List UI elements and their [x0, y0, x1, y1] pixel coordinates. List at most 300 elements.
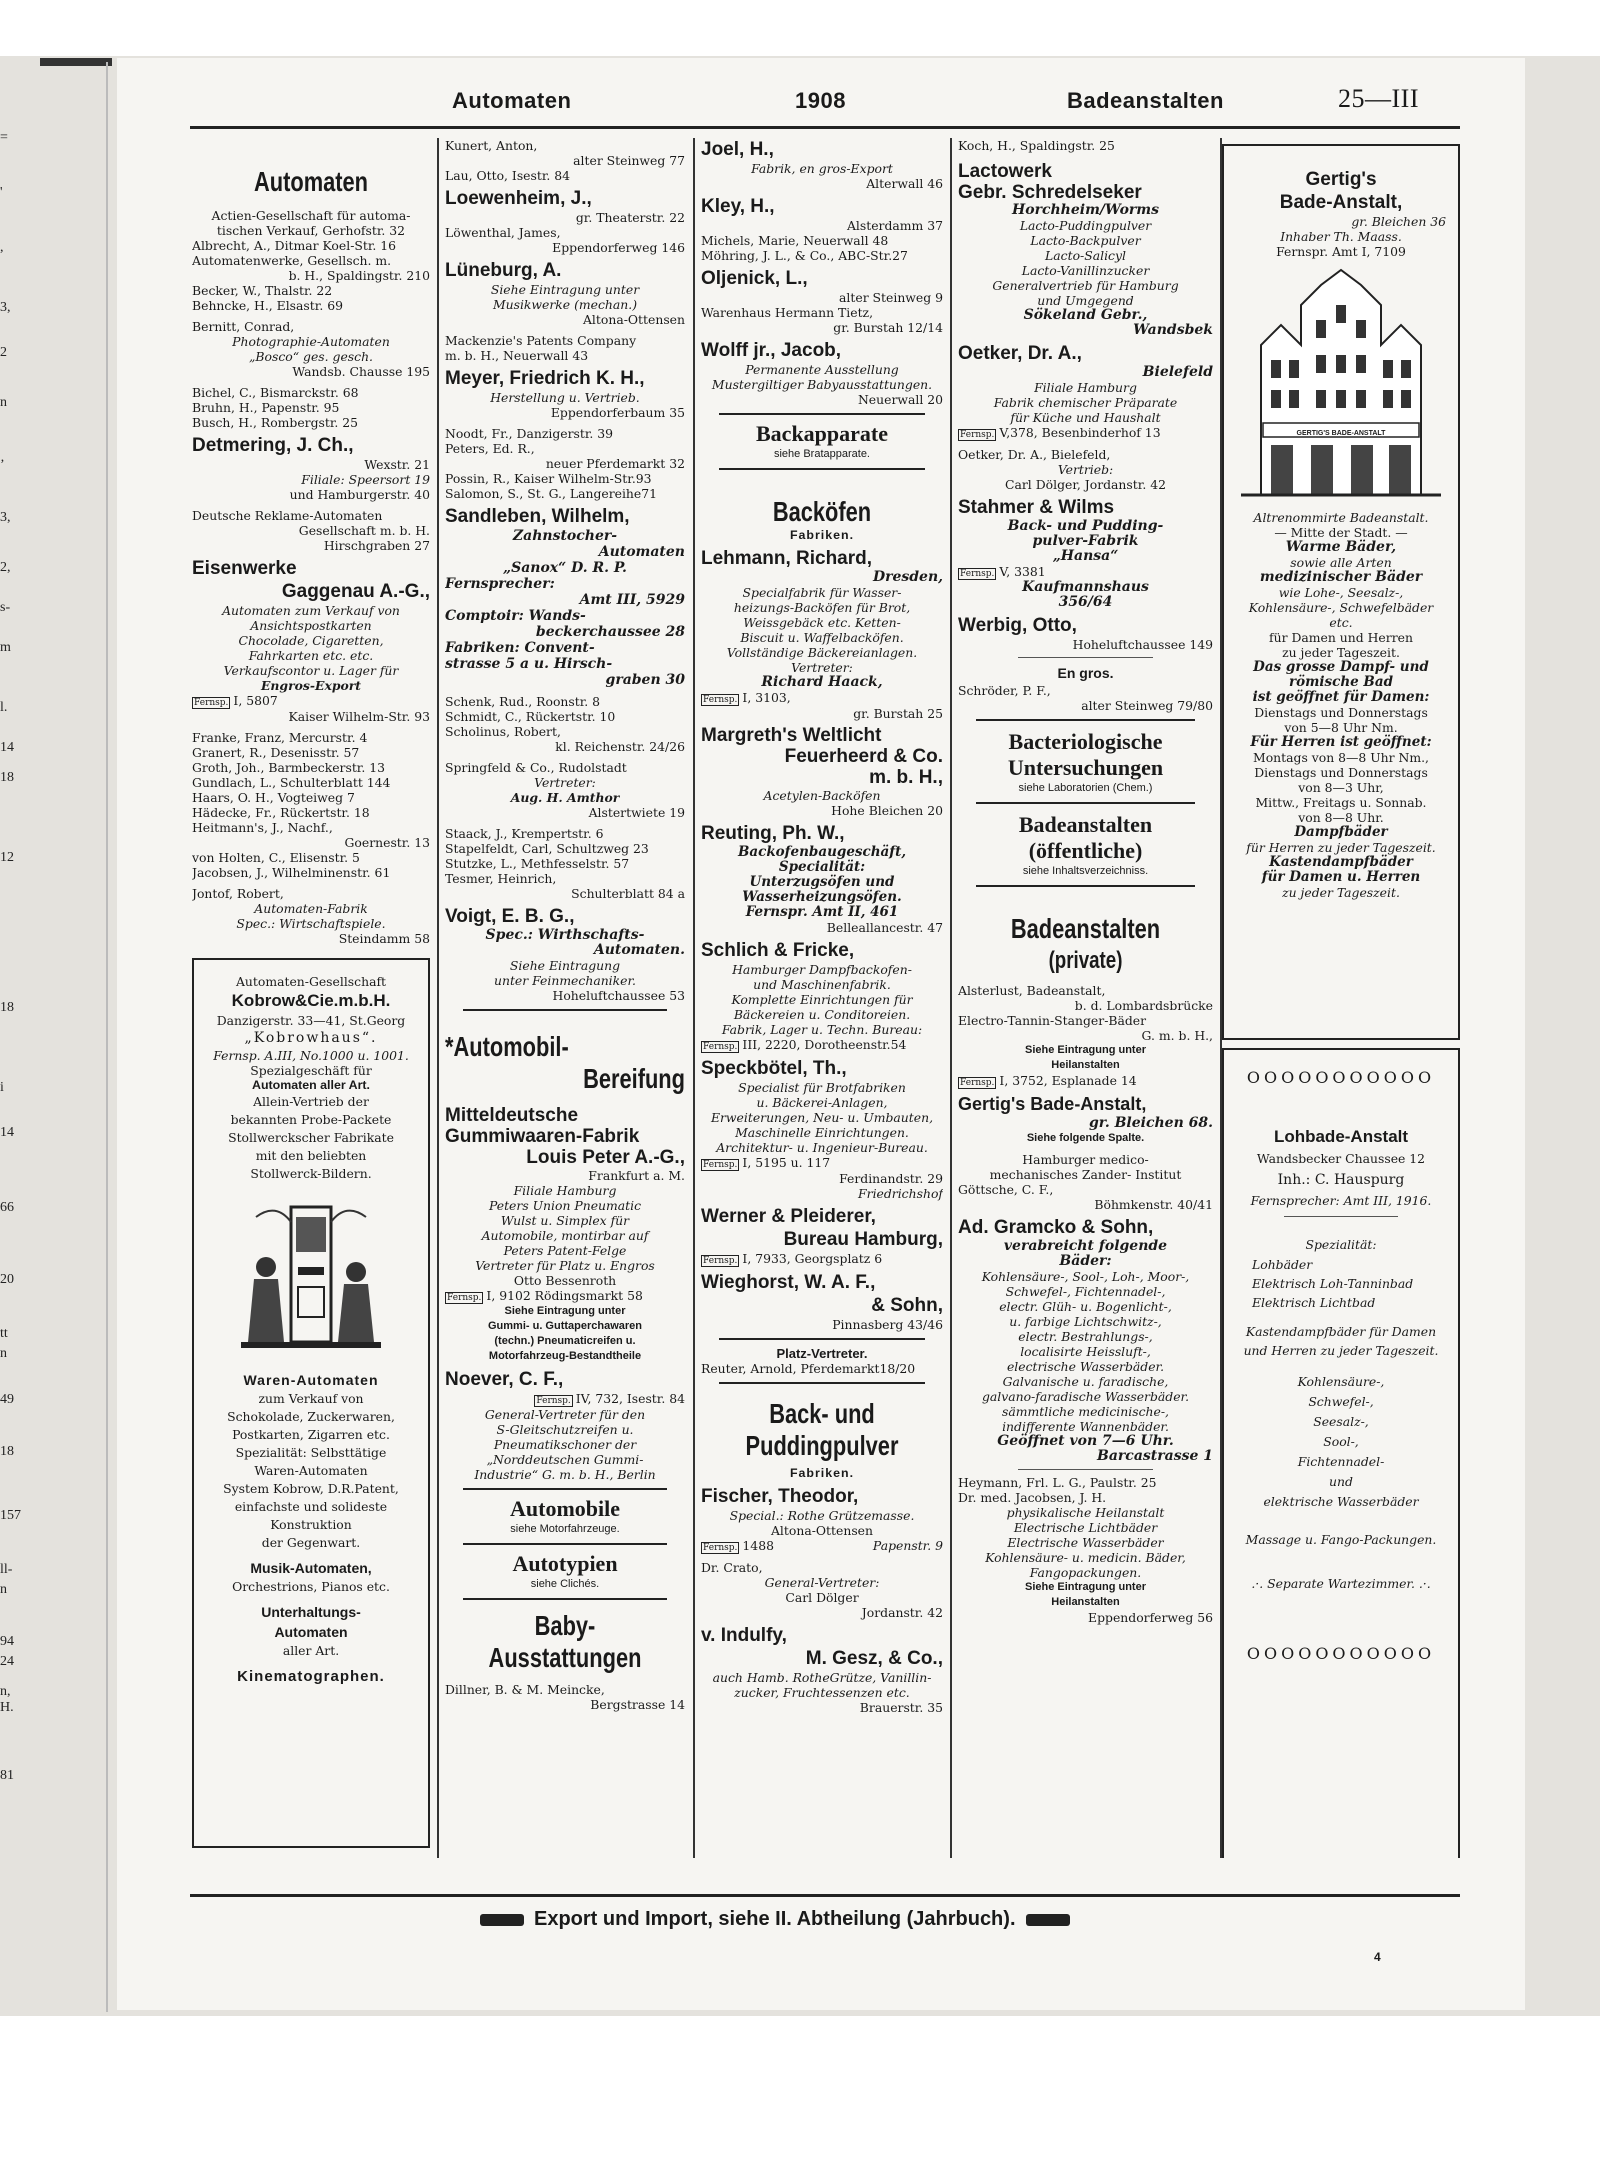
- edge-fragment: 12: [0, 850, 14, 865]
- edge-fragment: m: [0, 640, 11, 655]
- ad-line: Allein-Vertrieb der: [253, 1094, 369, 1109]
- description: Pneumatikschoner der: [493, 1437, 637, 1452]
- firm-name: & Sohn,: [871, 1295, 943, 1316]
- section-title-untersuchungen: Untersuchungen: [1007, 755, 1164, 780]
- firm-name: Loewenheim, J.,: [445, 188, 592, 209]
- address: Ferdinandstr. 29: [839, 1171, 943, 1186]
- description: Backofenbaugeschäft,: [737, 844, 907, 860]
- description: Automaten.: [593, 942, 685, 958]
- edge-fragment: ': [0, 185, 3, 200]
- firm-name: Speckbötel, Th.,: [701, 1058, 847, 1079]
- description: galvano-faradische Wasserbäder.: [981, 1389, 1190, 1404]
- description: electr. Bestrahlungs-,: [1018, 1329, 1153, 1344]
- ad-line: zum Verkauf von: [258, 1391, 364, 1406]
- ad-heading: Kinematographen.: [237, 1668, 385, 1685]
- phone-icon: Fernsp.: [703, 1543, 738, 1553]
- list-item: Haars, O. H., Vogteiweg 7: [192, 790, 355, 805]
- header-rule: [190, 126, 1460, 129]
- description: 356/64: [1058, 594, 1113, 610]
- phone-number: Fernsprecher: Amt III, 1916.: [1250, 1193, 1432, 1208]
- description: „Hansa“: [1052, 548, 1119, 564]
- description: Bäckereien u. Conditoreien.: [733, 1007, 911, 1022]
- description: Sökeland Gebr.,: [1023, 307, 1148, 323]
- gutter-line: [106, 62, 108, 2012]
- column-1: [192, 138, 430, 1858]
- ad-line: für Herren zu jeder Tageszeit.: [1246, 840, 1436, 855]
- ad-line: von 8—3 Uhr,: [1298, 780, 1384, 795]
- list-item: Salomon, S., St. G., Langereihe71: [445, 486, 658, 501]
- list-item: Alstertwiete 19: [588, 805, 685, 820]
- edge-fragment: 94: [0, 1634, 14, 1649]
- pointing-hand-icon: [1026, 1914, 1070, 1926]
- firm-name: Detmering, J. Ch.,: [192, 435, 354, 456]
- edge-fragment: 24: [0, 1654, 14, 1669]
- description: Specialist für Brotfabriken: [738, 1080, 906, 1095]
- list-item: Springfeld & Co., Rudolstadt: [445, 760, 627, 775]
- list-item: Carl Dölger: [785, 1590, 859, 1605]
- description: Fabrik, Lager u. Techn. Bureau:: [721, 1022, 923, 1037]
- section-title-bacteriologische: Bacteriologische: [1008, 729, 1163, 754]
- see-reference: siehe Laboratorien (Chem.): [1018, 782, 1153, 794]
- ad-line: wie Lohe-, Seesalz-,: [1278, 585, 1404, 600]
- ad-line: Stollwerckscher Fabrikate: [228, 1130, 394, 1145]
- address: gr. Theaterstr. 22: [575, 210, 685, 225]
- description: verabreicht folgende: [1003, 1238, 1168, 1254]
- ad-line: Inh.: C. Hauspurg: [1277, 1172, 1405, 1188]
- section-title-puddingpulver: Puddingpulver: [745, 1430, 899, 1461]
- phone-icon: Fernsp.: [703, 1042, 738, 1052]
- description: Verkaufscontor u. Lager für: [223, 663, 399, 678]
- list-item: Gundlach, L., Schulterblatt 144: [192, 775, 391, 790]
- firm-name: Kley, H.,: [701, 196, 775, 217]
- list-item: Dr. Crato,: [701, 1560, 763, 1575]
- list-item: Becker, W., Thalstr. 22: [192, 283, 333, 298]
- list-item: Photographie-Automaten: [232, 334, 390, 349]
- description: Siehe Eintragung unter: [490, 282, 640, 297]
- section-title-badeanstalten-private: Badeanstalten: [1010, 913, 1161, 944]
- list-item: Dr. med. Jacobsen, J. H.: [958, 1490, 1107, 1505]
- section-subtitle: Fabriken.: [789, 1466, 855, 1480]
- description: Wasserheizungsöfen.: [742, 889, 902, 905]
- divider: [463, 1598, 667, 1600]
- see-reference: siehe Motorfahrzeuge.: [510, 1523, 620, 1535]
- description: Schwefel-, Fichtennadel-,: [1005, 1284, 1166, 1299]
- firm-name: Gaggenau A.-G.,: [281, 581, 430, 602]
- description: auch Hamb. RotheGrütze, Vanillin-: [712, 1670, 932, 1685]
- list-item: Bernitt, Conrad,: [192, 319, 295, 334]
- firm-name: Louis Peter A.-G.,: [526, 1147, 685, 1168]
- address: und Hamburgerstr. 40: [289, 487, 430, 502]
- description: Spec.: Wirthschafts-: [485, 927, 645, 943]
- edge-fragment: 157: [0, 1508, 21, 1523]
- see-reference: Siehe folgende Spalte.: [1026, 1132, 1145, 1144]
- list-item: Hirschgraben 27: [323, 538, 430, 553]
- ad-heading: Automaten: [274, 1624, 348, 1640]
- ad-line: Elektrisch Loh-Tanninbad: [1252, 1276, 1414, 1291]
- description: Komplette Einrichtungen für: [731, 992, 913, 1007]
- description: Richard Haack,: [761, 674, 883, 690]
- list-item: b. d. Lombardsbrücke: [1074, 998, 1213, 1013]
- description: Fernsprecher:: [445, 576, 555, 592]
- edge-fragment: 18: [0, 1444, 14, 1459]
- address: Alterwall 46: [866, 176, 943, 191]
- list-item: Koch, H., Spaldingstr. 25: [958, 138, 1115, 153]
- edge-fragment: =: [0, 130, 8, 145]
- firm-name: Wieghorst, W. A. F.,: [701, 1272, 876, 1293]
- description: Amt III, 5929: [579, 592, 685, 608]
- description: Kaufmannshaus: [1022, 579, 1149, 595]
- divider: [1018, 657, 1153, 658]
- printer-signature: 4: [1374, 1950, 1381, 1964]
- address: Böhmkenstr. 40/41: [1094, 1197, 1213, 1212]
- address: Eppendorferweg 146: [552, 240, 685, 255]
- address: alter Steinweg 79/80: [1081, 698, 1213, 713]
- firm-name: Meyer, Friedrich K. H.,: [445, 368, 645, 389]
- list-item: Kunert, Anton,: [445, 138, 538, 153]
- firm-name: Werbig, Otto,: [958, 615, 1077, 636]
- list-item: Staack, J., Krempertstr. 6: [445, 826, 604, 841]
- edge-fragment: 3,: [0, 300, 11, 315]
- address: Altona-Ottensen: [582, 312, 685, 327]
- ad-line: Warme Bäder,: [1285, 539, 1397, 555]
- description: Automaten: [598, 544, 685, 560]
- edge-fragment: l.: [0, 700, 8, 715]
- phone-number: 1488: [742, 1538, 774, 1553]
- description: localisirte Heissluft-,: [1020, 1344, 1151, 1359]
- edge-fragment: ‚: [0, 450, 5, 465]
- address: Belleallancestr. 47: [826, 920, 943, 935]
- firm-name: Oetker, Dr. A.,: [958, 343, 1082, 364]
- description: „Norddeutschen Gummi-: [486, 1452, 644, 1467]
- edge-fragment: 14: [0, 740, 14, 755]
- address: alter Steinweg 9: [839, 290, 943, 305]
- edge-fragment: 14: [0, 1125, 14, 1140]
- address: Eppendorferbaum 35: [550, 405, 685, 420]
- description: gr. Bleichen 68.: [1088, 1115, 1213, 1131]
- description: Engros-Export: [260, 678, 362, 693]
- firm-name: Joel, H.,: [701, 139, 774, 160]
- description: Geöffnet von 7—6 Uhr.: [997, 1433, 1174, 1449]
- description: und Umgegend: [1037, 293, 1134, 308]
- description: Acetylen-Backöfen: [763, 788, 881, 803]
- list-item: Göttsche, C. F.,: [958, 1182, 1054, 1197]
- description: Herstellung u. Vertrieb.: [490, 390, 640, 405]
- description: beckerchaussee 28: [535, 624, 685, 640]
- phone-icon: Fernsp.: [960, 569, 995, 579]
- page-number: 25—III: [1338, 84, 1419, 113]
- list-item: Oetker, Dr. A., Bielefeld,: [958, 447, 1111, 462]
- description: Back- und Pudding-: [1007, 518, 1164, 534]
- ad-line: für Damen u. Herren: [1261, 869, 1421, 885]
- ad-line: Orchestrions, Pianos etc.: [232, 1579, 390, 1594]
- firm-name: m. b. H.,: [869, 767, 943, 788]
- list-item: Wandsb. Chausse 195: [292, 364, 430, 379]
- ad-line: System Kobrow, D.R.Patent,: [223, 1481, 399, 1496]
- list-item: Scholinus, Robert,: [445, 724, 561, 739]
- header-year: 1908: [795, 88, 846, 113]
- description: Generalvertrieb für Hamburg: [992, 278, 1179, 293]
- section-title-private: (private): [1048, 947, 1123, 974]
- address: Papenstr. 9: [872, 1538, 943, 1553]
- description: Musikwerke (mechan.): [492, 297, 638, 312]
- list-item: b. H., Spaldingstr. 210: [288, 268, 430, 283]
- firm-name: Ad. Gramcko & Sohn,: [958, 1217, 1154, 1238]
- edge-fragment: 2: [0, 345, 7, 360]
- section-title-automobile: Automobile: [510, 1496, 620, 1521]
- firm-name: Lohbade-Anstalt: [1273, 1127, 1409, 1146]
- list-item: Aug. H. Amthor: [510, 790, 620, 805]
- description: Chocolade, Cigaretten,: [238, 633, 384, 648]
- left-page-edge: [0, 0, 110, 2016]
- ad-line: von 5—8 Uhr Nm.: [1284, 720, 1398, 735]
- page-header: [190, 84, 1450, 122]
- ad-line: Dampfbäder: [1294, 824, 1388, 840]
- address: Altona-Ottensen: [770, 1523, 873, 1538]
- ad-line: Konstruktion: [270, 1517, 352, 1532]
- ad-heading: Waren-Automaten: [243, 1372, 379, 1388]
- list-item: Heymann, Frl. L. G., Paulstr. 25: [958, 1475, 1157, 1490]
- see-reference: Siehe Eintragung unter: [1024, 1044, 1146, 1056]
- ad-line: etc.: [1329, 615, 1353, 630]
- list-item: „Bosco“ ges. gesch.: [249, 349, 373, 364]
- phone-icon: Fernsp.: [194, 698, 229, 708]
- address: Wexstr. 21: [364, 457, 430, 472]
- list-item: Jontof, Robert,: [192, 886, 284, 901]
- list-item: Vertrieb:: [1057, 462, 1114, 477]
- phone-icon: Fernsp.: [960, 1078, 995, 1088]
- ad-line: Montags von 8—8 Uhr Nm.,: [1253, 750, 1429, 765]
- ad-heading: Musik-Automaten,: [250, 1560, 372, 1576]
- header-left: Automaten: [452, 88, 572, 113]
- description: zucker, Fruchtessenzen etc.: [734, 1685, 910, 1700]
- firm-name: Voigt, E. B. G.,: [445, 906, 575, 927]
- ad-line: Kastendampfbäder für Damen: [1245, 1324, 1437, 1339]
- section-title-ausstattungen: Ausstattungen: [488, 1642, 642, 1673]
- ad-line: Kohlensäure-,: [1297, 1374, 1385, 1389]
- subheading: Platz-Vertreter.: [776, 1346, 868, 1361]
- description: „Sanox“ D. R. P.: [503, 560, 627, 576]
- ad-line: und Herren zu jeder Tageszeit.: [1243, 1343, 1439, 1358]
- list-item: Stutzke, L., Methfesselstr. 57: [445, 856, 630, 871]
- column-4: [958, 138, 1213, 1858]
- firm-name: Lactowerk: [958, 161, 1052, 182]
- description: Dresden,: [872, 569, 943, 585]
- list-item: Bichel, C., Bismarckstr. 68: [192, 385, 359, 400]
- see-reference: Siehe Eintragung unter: [1024, 1581, 1146, 1593]
- ad-line: zu jeder Tageszeit.: [1282, 645, 1400, 660]
- section-title-back: Back- und: [769, 1398, 875, 1429]
- list-item: Electro-Tannin-Stanger-Bäder: [958, 1013, 1147, 1028]
- list-item: m. b. H., Neuerwall 43: [445, 348, 589, 363]
- description: Fangopackungen.: [1029, 1565, 1142, 1580]
- ad-line: zu jeder Tageszeit.: [1282, 885, 1400, 900]
- header-right: Badeanstalten: [1067, 88, 1224, 113]
- list-item: Hamburger medico-: [1022, 1152, 1149, 1167]
- ornament-border: OOOOOOOOOOO: [1246, 1068, 1436, 1087]
- address: Bergstrasse 14: [590, 1697, 685, 1712]
- ad-line: mit den beliebten: [255, 1148, 367, 1163]
- description: Bäder:: [1059, 1253, 1112, 1269]
- description: Special.: Rothe Grützemasse.: [729, 1508, 915, 1523]
- edge-fragment: 2,: [0, 560, 11, 575]
- ad-line: elektrische Wasserbäder: [1263, 1494, 1419, 1509]
- description: Kohlensäure- u. medicin. Bäder,: [985, 1550, 1186, 1565]
- address: Eppendorferweg 56: [1088, 1610, 1213, 1625]
- address: Wandsbecker Chaussee 12: [1256, 1151, 1426, 1166]
- list-item: Franke, Franz, Mercurstr. 4: [192, 730, 368, 745]
- firm-name: Mitteldeutsche: [445, 1105, 579, 1126]
- description: Peters Patent-Felge: [503, 1243, 627, 1258]
- address: Hoheluftchaussee 149: [1072, 637, 1213, 652]
- divider: [719, 468, 925, 470]
- edge-fragment: 49: [0, 1392, 14, 1407]
- section-title-oeffentliche: (öffentliche): [1028, 838, 1143, 863]
- description: Siehe Eintragung unter: [504, 1305, 626, 1317]
- section-title-badeanstalten: Badeanstalten: [1018, 812, 1153, 837]
- ad-line: Seesalz-,: [1313, 1414, 1369, 1429]
- divider: [1284, 1216, 1398, 1217]
- divider: [719, 1338, 925, 1340]
- description: Hamburger Dampfbackofen-: [732, 962, 912, 977]
- divider: [463, 1009, 667, 1011]
- description: Wulst u. Simplex für: [500, 1213, 630, 1228]
- description: Horchheim/Worms: [1012, 202, 1159, 218]
- firm-name: Bureau Hamburg,: [783, 1229, 943, 1250]
- ad-line: Schokolade, Zuckerwaren,: [227, 1409, 395, 1424]
- edge-fragment: tt: [0, 1326, 8, 1341]
- ad-line: aller Art.: [282, 1643, 340, 1658]
- list-item: Bruhn, H., Papenstr. 95: [192, 400, 340, 415]
- phone-number: IV, 732, Isestr. 84: [575, 1391, 685, 1406]
- firm-name: Kobrow&Cie.m.b.H.: [231, 991, 391, 1010]
- ad-line: Dienstags und Donnerstags: [1254, 705, 1428, 720]
- list-item: G. m. b. H.,: [1141, 1028, 1213, 1043]
- description: Filiale Hamburg: [1034, 380, 1137, 395]
- edge-fragment: 18: [0, 770, 14, 785]
- address: Hoheluftchaussee 53: [552, 988, 685, 1003]
- list-item: Reuter, Arnold, Pferdemarkt18/20: [701, 1361, 916, 1376]
- description: Fabriken: Convent-: [445, 640, 595, 656]
- ad-line: für Damen und Herren: [1269, 630, 1413, 645]
- ad-line: und: [1329, 1474, 1353, 1489]
- firm-name: Oljenick, L.,: [701, 268, 808, 289]
- description: physikalische Heilanstalt: [1006, 1505, 1165, 1520]
- list-item: gr. Burstah 12/14: [833, 320, 943, 335]
- firm-name: M. Gesz, & Co.,: [805, 1648, 943, 1669]
- edge-fragment: H.: [0, 1700, 14, 1715]
- edge-fragment: 18: [0, 1000, 14, 1015]
- list-item: Stapelfeldt, Carl, Schultzweg 23: [445, 841, 649, 856]
- description: Siehe Eintragung: [509, 958, 621, 973]
- firm-name: Feuerheerd & Co.: [784, 746, 943, 767]
- column-2: [445, 138, 685, 1858]
- description: pulver-Fabrik: [1032, 533, 1139, 549]
- list-item: Behncke, H., Elsastr. 69: [192, 298, 343, 313]
- ad-line: Elektrisch Lichtbad: [1252, 1295, 1376, 1310]
- vending-machine-illustration: [194, 1197, 428, 1360]
- firm-name: Margreth's Weltlicht: [701, 725, 882, 746]
- description: indifferente Wannenbäder.: [1002, 1419, 1169, 1434]
- ad-line: Stollwerck-Bildern.: [250, 1166, 372, 1181]
- phone-icon: Fernsp.: [536, 1396, 571, 1406]
- phone-number: III, 2220, Dorotheenstr.54: [742, 1037, 907, 1052]
- phone-number: V, 3381: [999, 564, 1046, 579]
- see-reference: siehe Clichés.: [530, 1578, 600, 1590]
- divider: [976, 719, 1195, 721]
- address: Pinnasberg 43/46: [832, 1317, 943, 1332]
- list-item: Schmidt, C., Rückertstr. 10: [445, 709, 616, 724]
- ad-line: römische Bad: [1288, 674, 1394, 690]
- description: Fabrik chemischer Präparate: [993, 395, 1178, 410]
- phone-icon: Fernsp.: [960, 430, 995, 440]
- description: Specialität:: [778, 859, 866, 875]
- ad-line: Dienstags und Donnerstags: [1254, 765, 1428, 780]
- description: und Maschinenfabrik.: [753, 977, 891, 992]
- column-5: [1222, 138, 1460, 1858]
- subheading: En gros.: [1057, 665, 1114, 681]
- description: Vertreter für Platz u. Engros: [475, 1258, 655, 1273]
- description: Filiale Hamburg: [513, 1183, 617, 1198]
- description: Biscuit u. Waffelbacköfen.: [740, 630, 904, 645]
- ad-line: einfachste und solideste: [234, 1499, 388, 1514]
- ad-line: Massage u. Fango-Packungen.: [1245, 1532, 1437, 1547]
- description: Weissgebäck etc. Ketten-: [743, 615, 901, 630]
- description: u. farbige Lichtschwitz-,: [1009, 1314, 1162, 1329]
- ad-line: Sool-,: [1323, 1434, 1359, 1449]
- description: (techn.) Pneumaticreifen u.: [494, 1335, 636, 1347]
- address: Jordanstr. 42: [861, 1605, 943, 1620]
- section-title-automobil: *Automobil-: [445, 1031, 569, 1062]
- description: Zahnstocher-: [512, 528, 618, 544]
- description: Specialfabrik für Wasser-: [742, 585, 902, 600]
- gertig-advert: [1222, 144, 1460, 1040]
- edge-fragment: n,: [0, 1684, 11, 1699]
- list-item: Möhring, J. L., & Co., ABC-Str.27: [701, 248, 908, 263]
- ad-line: Spezialität:: [1305, 1237, 1377, 1252]
- phone-number: I, 3752, Esplanade 14: [999, 1073, 1137, 1088]
- divider: [719, 413, 925, 415]
- description: Industrie“ G. m. b. H., Berlin: [474, 1467, 656, 1482]
- footer-text: Export und Import, siehe II. Abtheilung (Jahrbuch).: [534, 1908, 1016, 1930]
- ad-line: sowie alle Arten: [1290, 555, 1392, 570]
- description: Peters Union Pneumatic: [488, 1198, 642, 1213]
- description: Galvanische u. faradische,: [1002, 1374, 1169, 1389]
- list-item: Hädecke, Fr., Rückertstr. 18: [192, 805, 370, 820]
- description: Comptoir: Wands-: [445, 608, 586, 624]
- description: electr. Glüh- u. Bogenlicht-,: [999, 1299, 1172, 1314]
- ad-line: Postkarten, Zigarren etc.: [232, 1427, 390, 1442]
- list-item: Automatenwerke, Gesellsch. m.: [192, 253, 392, 268]
- list-item: neuer Pferdemarkt 32: [545, 456, 685, 471]
- edge-fragment: ll-: [0, 1562, 13, 1577]
- list-item: Gesellschaft m. b. H.: [298, 523, 430, 538]
- see-reference: Heilanstalten: [1051, 1059, 1120, 1071]
- description: Maschinelle Einrichtungen.: [735, 1125, 909, 1140]
- list-item: Peters, Ed. R.,: [445, 441, 535, 456]
- list-item: Schröder, P. F.,: [958, 683, 1051, 698]
- ad-line: der Gegenwart.: [261, 1535, 361, 1550]
- ad-line: Mittw., Freitags u. Sonnab.: [1255, 795, 1427, 810]
- description: graben 30: [605, 672, 685, 688]
- ad-line: .·. Separate Wartezimmer. .·.: [1251, 1576, 1431, 1591]
- firm-name: Wolff jr., Jacob,: [701, 340, 842, 361]
- list-item: kl. Reichenstr. 24/26: [555, 739, 685, 754]
- list-item: Heitmann's, J., Nachf.,: [192, 820, 333, 835]
- list-item: Carl Dölger, Jordanstr. 42: [1005, 477, 1166, 492]
- firm-name: Gummiwaaren-Fabrik: [445, 1126, 640, 1147]
- description: Otto Bessenroth: [513, 1273, 617, 1288]
- ad-line: Automaten-Gesellschaft: [235, 974, 387, 989]
